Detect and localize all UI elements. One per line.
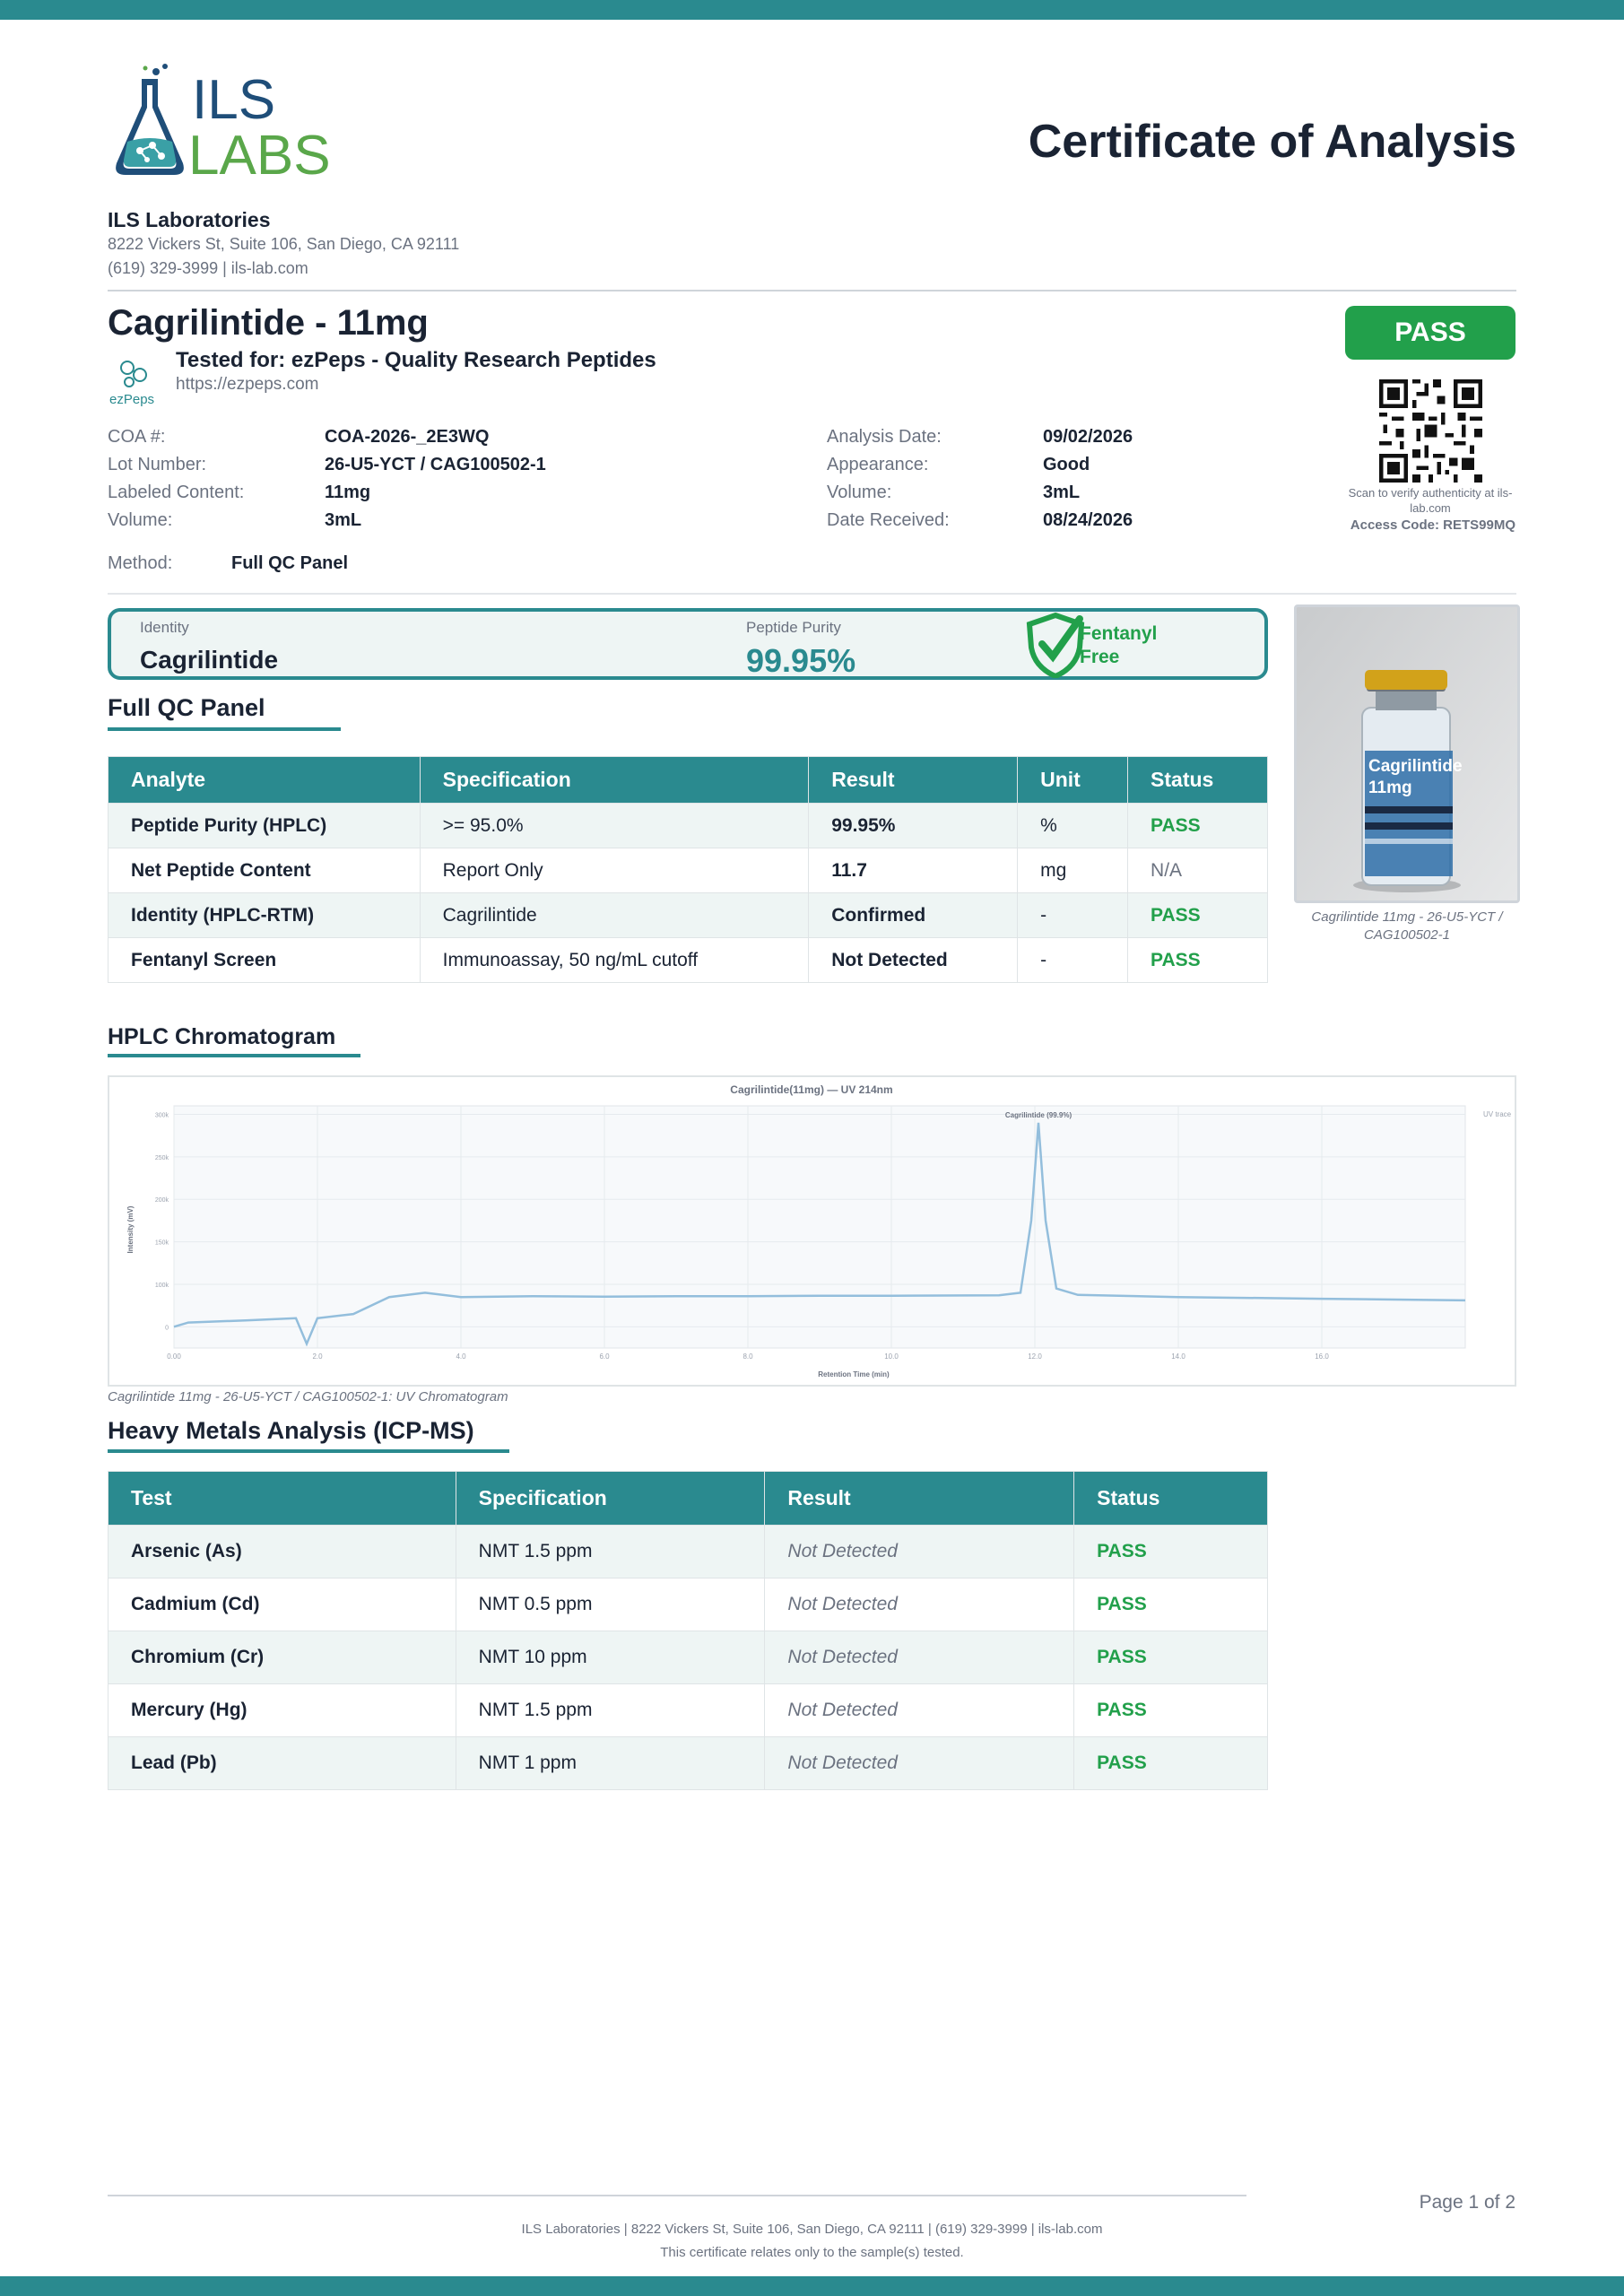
y-tick-label: 0	[165, 1325, 169, 1332]
tested-for: Tested for: ezPeps - Quality Research Peptides	[176, 348, 656, 372]
purity-value: 99.95%	[746, 642, 856, 679]
result-cell: 99.95%	[809, 804, 1018, 848]
result-cell: Not Detected	[765, 1631, 1074, 1684]
specification-cell: Immunoassay, 50 ng/mL cutoff	[420, 938, 809, 983]
column-header: Specification	[456, 1472, 765, 1526]
specification-cell: NMT 1.5 ppm	[456, 1526, 765, 1578]
column-header: Status	[1128, 757, 1268, 804]
status-cell: PASS	[1074, 1526, 1268, 1578]
y-tick-label: 100k	[154, 1282, 169, 1289]
bottom-accent-bar	[0, 2276, 1624, 2296]
table-row	[109, 938, 1268, 983]
specification-cell: Cagrilintide	[420, 893, 809, 938]
product-name: Cagrilintide - 11mg	[108, 303, 429, 343]
unit-cell: -	[1018, 893, 1128, 938]
y-tick-label: 300k	[154, 1112, 169, 1119]
analyte-cell: Peptide Purity (HPLC)	[109, 804, 421, 848]
x-tick-label: 14.0	[1171, 1352, 1185, 1361]
unit-cell: mg	[1018, 848, 1128, 893]
volume-value: 3mL	[325, 510, 362, 530]
column-header: Status	[1074, 1472, 1268, 1526]
result-cell: Not Detected	[765, 1526, 1074, 1578]
test-cell: Chromium (Cr)	[109, 1631, 456, 1684]
heavy-metals-title: Heavy Metals Analysis (ICP-MS)	[108, 1417, 474, 1444]
x-tick-label: 12.0	[1028, 1352, 1042, 1361]
status-cell: PASS	[1128, 893, 1268, 938]
specification-cell: Report Only	[420, 848, 809, 893]
hplc-chromatogram	[108, 1075, 1516, 1387]
y-tick-label: 150k	[154, 1239, 169, 1247]
peak-label: Cagrilintide (99.9%)	[1004, 1110, 1073, 1119]
product-photo	[1294, 604, 1520, 903]
analysis-date-label: Analysis Date:	[827, 427, 942, 447]
specification-cell: NMT 1.5 ppm	[456, 1684, 765, 1737]
lot-number-value: 26-U5-YCT / CAG100502-1	[325, 455, 546, 474]
specification-cell: NMT 0.5 ppm	[456, 1578, 765, 1631]
scan-note: Scan to verify authenticity at ils-lab.com	[1348, 486, 1513, 515]
lab-address: 8222 Vickers St, Suite 106, San Diego, CA 92111	[108, 235, 460, 253]
coa-number-label: COA #:	[108, 427, 166, 447]
appearance-value: Good	[1043, 455, 1090, 474]
volume-right-value: 3mL	[1043, 483, 1081, 502]
column-header: Unit	[1018, 757, 1128, 804]
result-cell: Not Detected	[809, 938, 1018, 983]
logo-text-ils: ILS	[192, 69, 276, 131]
method-label: Method:	[108, 553, 173, 573]
purity-label: Peptide Purity	[746, 619, 841, 636]
section-underline	[108, 727, 341, 731]
result-cell: Not Detected	[765, 1737, 1074, 1790]
column-header: Analyte	[109, 757, 421, 804]
test-cell: Cadmium (Cd)	[109, 1578, 456, 1631]
status-cell: PASS	[1074, 1578, 1268, 1631]
x-axis-label: Retention Time (min)	[818, 1370, 890, 1378]
client-logo-text: ezPeps	[109, 392, 155, 407]
qr-code[interactable]	[1379, 379, 1482, 483]
labeled-content-value: 11mg	[325, 483, 371, 502]
column-header: Specification	[420, 757, 809, 804]
status-cell: PASS	[1128, 804, 1268, 848]
table-row	[109, 1631, 1268, 1684]
date-received-label: Date Received:	[827, 510, 950, 530]
footer-divider	[108, 2195, 1246, 2196]
summary-box	[108, 608, 1268, 680]
client-logo	[108, 355, 160, 411]
photo-caption: Cagrilintide 11mg - 26-U5-YCT / CAG100502-1	[1311, 909, 1503, 943]
result-cell: 11.7	[809, 848, 1018, 893]
labeled-content-label: Labeled Content:	[108, 483, 245, 502]
page-number: Page 1 of 2	[1419, 2192, 1515, 2213]
result-cell: Not Detected	[765, 1684, 1074, 1737]
column-header: Test	[109, 1472, 456, 1526]
qc-panel-table	[108, 756, 1268, 983]
access-code: Access Code: RETS99MQ	[1350, 517, 1515, 533]
y-tick-label: 250k	[154, 1154, 169, 1161]
table-row	[109, 1684, 1268, 1737]
status-cell: PASS	[1128, 938, 1268, 983]
test-cell: Arsenic (As)	[109, 1526, 456, 1578]
footer-contact: ILS Laboratories | 8222 Vickers St, Suite 106, San Diego, CA 92111 | (619) 329-3999 | ils-lab.com	[521, 2222, 1103, 2237]
legend-label: UV trace	[1483, 1110, 1512, 1118]
chromatogram-chart	[109, 1077, 1515, 1385]
x-tick-label: 0.00	[167, 1352, 181, 1361]
analyte-cell: Identity (HPLC-RTM)	[109, 893, 421, 938]
analysis-date-value: 09/02/2026	[1043, 427, 1133, 447]
table-row	[109, 893, 1268, 938]
status-cell: N/A	[1128, 848, 1268, 893]
specification-cell: >= 95.0%	[420, 804, 809, 848]
chromatogram-caption: Cagrilintide 11mg - 26-U5-YCT / CAG100502-1: UV Chromatogram	[108, 1389, 508, 1405]
table-row	[109, 1737, 1268, 1790]
lab-contact: (619) 329-3999 | ils-lab.com	[108, 259, 308, 277]
table-header-row	[109, 1472, 1268, 1526]
status-cell: PASS	[1074, 1684, 1268, 1737]
status-cell: PASS	[1074, 1631, 1268, 1684]
vial-image	[1297, 607, 1517, 900]
logo-text-labs: LABS	[188, 125, 331, 184]
column-header: Result	[765, 1472, 1074, 1526]
qc-panel-title: Full QC Panel	[108, 694, 265, 721]
x-tick-label: 6.0	[599, 1352, 610, 1361]
client-url-link[interactable]: https://ezpeps.com	[176, 375, 319, 394]
unit-cell: -	[1018, 938, 1128, 983]
pass-badge: PASS	[1345, 306, 1515, 360]
vial-dose-text: 11mg	[1368, 778, 1412, 797]
chromatogram-title: HPLC Chromatogram	[108, 1024, 336, 1049]
coa-number-value: COA-2026-_2E3WQ	[325, 427, 490, 447]
status-cell: PASS	[1074, 1737, 1268, 1790]
fentanyl-line1: Fentanyl	[1080, 623, 1158, 644]
method-value: Full QC Panel	[231, 553, 349, 573]
divider	[108, 290, 1516, 291]
fentanyl-free-label	[1080, 622, 1157, 669]
divider	[108, 593, 1516, 595]
lot-number-label: Lot Number:	[108, 455, 207, 474]
table-row	[109, 1526, 1268, 1578]
y-tick-label: 200k	[154, 1197, 169, 1205]
table-row	[109, 804, 1268, 848]
x-tick-label: 8.0	[743, 1352, 753, 1361]
section-underline	[108, 1054, 360, 1057]
footer-disclaimer: This certificate relates only to the sample(s) tested.	[660, 2245, 964, 2260]
specification-cell: NMT 10 ppm	[456, 1631, 765, 1684]
y-axis-label: Intensity (mV)	[126, 1205, 135, 1254]
vial-label-text: Cagrilintide	[1368, 757, 1463, 776]
shield-check-icon	[1024, 612, 1087, 678]
x-tick-label: 4.0	[456, 1352, 466, 1361]
x-tick-label: 16.0	[1315, 1352, 1329, 1361]
analyte-cell: Net Peptide Content	[109, 848, 421, 893]
chart-title: Cagrilintide(11mg) — UV 214nm	[730, 1083, 893, 1096]
document-title: Certificate of Analysis	[1028, 116, 1516, 168]
identity-label: Identity	[140, 619, 189, 636]
analyte-cell: Fentanyl Screen	[109, 938, 421, 983]
table-row	[109, 1578, 1268, 1631]
volume-label: Volume:	[108, 510, 173, 530]
result-cell: Confirmed	[809, 893, 1018, 938]
fentanyl-line2: Free	[1080, 647, 1120, 667]
x-tick-label: 10.0	[884, 1352, 899, 1361]
section-underline	[108, 1449, 509, 1453]
table-header-row	[109, 757, 1268, 804]
unit-cell: %	[1018, 804, 1128, 848]
appearance-label: Appearance:	[827, 455, 929, 474]
column-header: Result	[809, 757, 1018, 804]
ils-labs-logo	[106, 63, 357, 184]
result-cell: Not Detected	[765, 1578, 1074, 1631]
test-cell: Mercury (Hg)	[109, 1684, 456, 1737]
x-tick-label: 2.0	[312, 1352, 323, 1361]
specification-cell: NMT 1 ppm	[456, 1737, 765, 1790]
date-received-value: 08/24/2026	[1043, 510, 1133, 530]
heavy-metals-table	[108, 1471, 1268, 1790]
identity-value: Cagrilintide	[140, 646, 279, 674]
table-row	[109, 848, 1268, 893]
top-accent-bar	[0, 0, 1624, 20]
lab-name: ILS Laboratories	[108, 208, 271, 231]
test-cell: Lead (Pb)	[109, 1737, 456, 1790]
volume-right-label: Volume:	[827, 483, 892, 502]
